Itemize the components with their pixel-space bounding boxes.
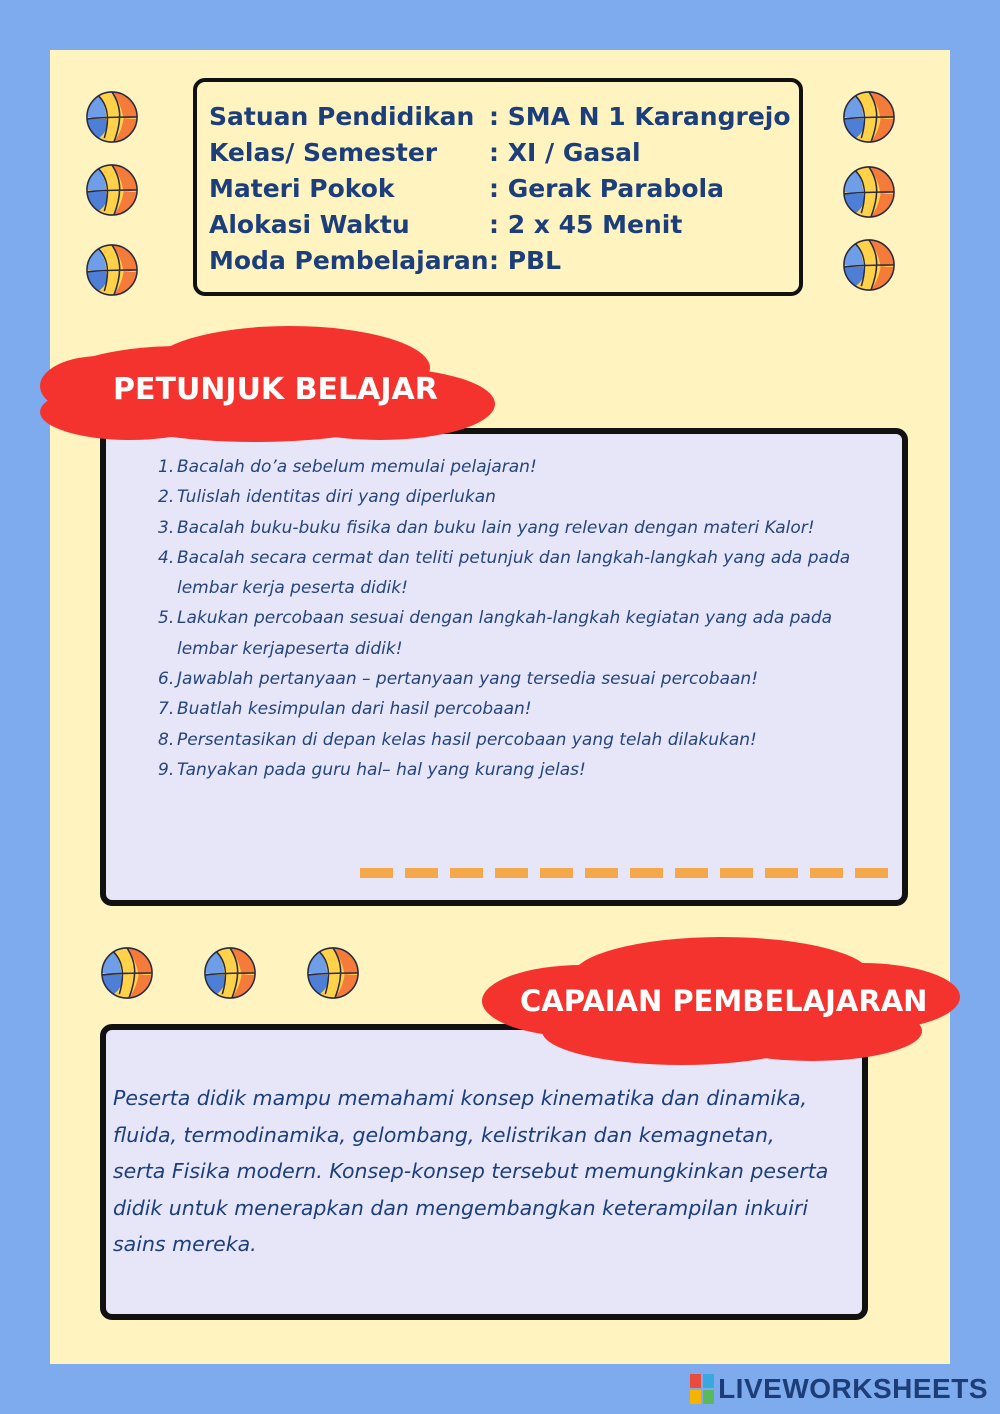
list-item bbox=[158, 603, 868, 664]
list-item bbox=[158, 664, 868, 694]
step-text: Bacalah buku-buku fisika dan buku lain yang relevan dengan materi Kalor! bbox=[177, 517, 815, 538]
volleyball-icon bbox=[842, 165, 896, 219]
volleyball-icon bbox=[842, 90, 896, 144]
info-row bbox=[209, 138, 641, 168]
step-number: 5. bbox=[158, 608, 175, 629]
volleyball-icon bbox=[203, 946, 257, 1000]
list-item bbox=[158, 513, 868, 543]
list-item bbox=[158, 694, 868, 724]
step-number: 7. bbox=[158, 699, 175, 720]
step-text: Persentasikan di depan kelas hasil percobaan yang telah dilakukan! bbox=[177, 729, 757, 750]
step-text: Tulislah identitas diri yang diperlukan bbox=[177, 487, 496, 508]
volleyball-icon bbox=[85, 90, 139, 144]
list-item bbox=[158, 543, 868, 604]
step-number: 6. bbox=[158, 669, 175, 690]
identity-box bbox=[193, 78, 803, 296]
capaian-title: CAPAIAN PEMBELAJARAN bbox=[520, 984, 928, 1018]
volleyball-icon bbox=[306, 946, 360, 1000]
info-value: : 2 x 45 Menit bbox=[489, 210, 683, 239]
list-item bbox=[158, 452, 868, 482]
step-text: Buatlah kesimpulan dari hasil percobaan! bbox=[177, 699, 532, 720]
dashed-divider bbox=[360, 868, 895, 878]
step-number: 8. bbox=[158, 729, 175, 750]
step-text: Bacalah secara cermat dan teliti petunjuk dan langkah-langkah yang ada pada lembar kerja peserta didik! bbox=[177, 547, 851, 599]
list-item bbox=[158, 482, 868, 512]
info-value: : Gerak Parabola bbox=[489, 174, 724, 203]
step-number: 9. bbox=[158, 759, 175, 780]
step-number: 2. bbox=[158, 487, 175, 508]
info-label: Materi Pokok bbox=[209, 174, 395, 203]
petunjuk-list bbox=[158, 452, 868, 785]
info-row bbox=[209, 246, 561, 276]
info-label: Kelas/ Semester bbox=[209, 138, 438, 167]
volleyball-icon bbox=[100, 946, 154, 1000]
info-value: : PBL bbox=[489, 246, 562, 275]
info-row bbox=[209, 102, 791, 132]
list-item bbox=[158, 755, 868, 785]
step-text: Lakukan percobaan sesuai dengan langkah-langkah kegiatan yang ada pada lembar kerjapeserta didik! bbox=[177, 608, 833, 659]
capaian-text: Peserta didik mampu memahami konsep kinematika dan dinamika, fluida, termodinamika, gelombang, kelistrikan dan kemagnetan, serta Fisika modern. Konsep-konsep tersebut memungkinkan peserta didik untuk menerapkan dan mengembangkan keterampilan inkuiri sains mereka. bbox=[113, 1086, 829, 1257]
step-number: 3. bbox=[158, 517, 175, 538]
logo-text: LIVEWORKSHEETS bbox=[718, 1373, 988, 1404]
step-number: 4. bbox=[158, 547, 175, 568]
volleyball-icon bbox=[85, 163, 139, 217]
info-row bbox=[209, 174, 724, 204]
info-label: Alokasi Waktu bbox=[209, 210, 410, 239]
volleyball-icon bbox=[85, 243, 139, 297]
step-number: 1. bbox=[158, 457, 175, 477]
info-value: : XI / Gasal bbox=[489, 138, 641, 167]
live-badge-icon bbox=[690, 1374, 714, 1404]
step-text: Bacalah do’a sebelum memulai pelajaran! bbox=[177, 457, 537, 477]
info-label: Moda Pembelajaran bbox=[209, 246, 489, 275]
petunjuk-title: PETUNJUK BELAJAR bbox=[113, 372, 438, 407]
info-row bbox=[209, 210, 682, 240]
step-text: Jawablah pertanyaan – pertanyaan yang tersedia sesuai percobaan! bbox=[177, 669, 759, 690]
list-item bbox=[158, 725, 868, 755]
info-label: Satuan Pendidikan bbox=[209, 102, 475, 131]
liveworksheets-logo bbox=[690, 1372, 988, 1406]
step-text: Tanyakan pada guru hal– hal yang kurang jelas! bbox=[177, 759, 586, 780]
volleyball-icon bbox=[842, 238, 896, 292]
info-value: : SMA N 1 Karangrejo bbox=[489, 102, 791, 131]
